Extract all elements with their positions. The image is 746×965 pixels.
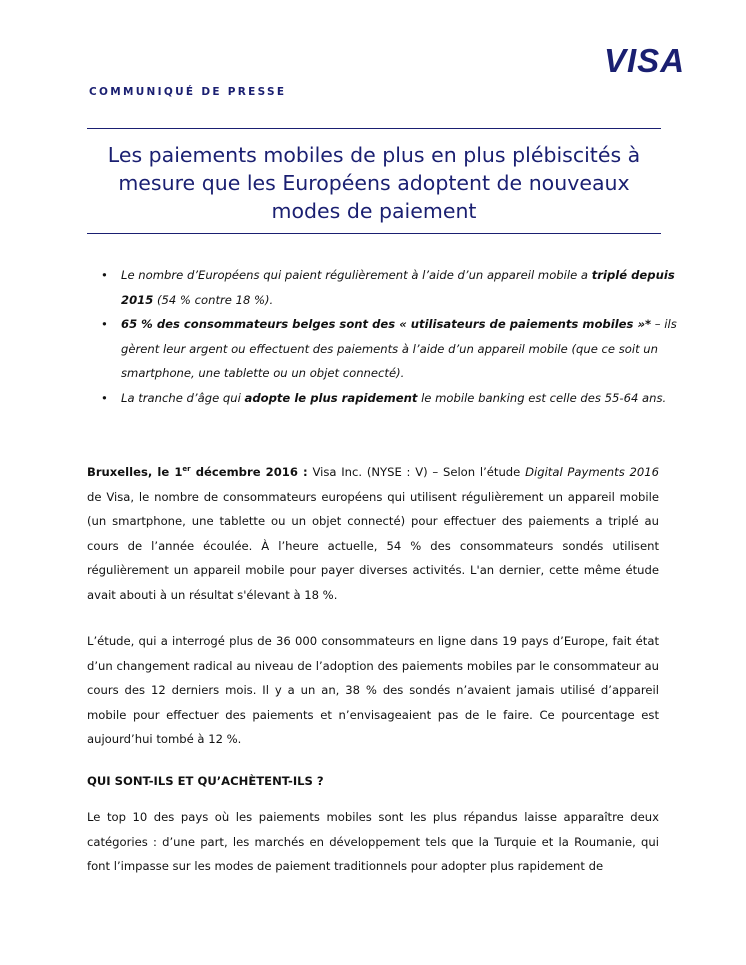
list-item: • Le nombre d’Européens qui paient régulièrement à l’aide d’un appareil mobile a triplé depuis 2015 (54 % contre 18 %). [121, 263, 696, 312]
study-name: Digital Payments 2016 [525, 465, 659, 479]
headline-bottom-rule [87, 233, 661, 234]
title-line-3: modes de paiement [271, 199, 477, 223]
paragraph-study: L’étude, qui a interrogé plus de 36 000 consommateurs en ligne dans 19 pays d’Europe, fait état d’un changement radical au niveau de l’adoption des paiements mobiles par le consommateur au cours des 12 derniers mois. Il y a un an, 38 % des sondés n’avaient jamais utilisé d’appareil mobile pour effectuer des paiements et n’envisageaient pas de le faire. Ce pourcentage est aujourd’hui tombé à 12 %. [87, 634, 659, 746]
title-line-2: mesure que les Européens adoptent de nouveaux [118, 171, 630, 195]
key-points-list [87, 263, 696, 410]
list-item: • La tranche d’âge qui adopte le plus rapidement le mobile banking est celle des 55-64 ans. [121, 386, 696, 411]
section-label: COMMUNIQUÉ DE PRESSE [89, 86, 287, 98]
title-line-1: Les paiements mobiles de plus en plus plébiscités à [107, 143, 641, 167]
list-item: • 65 % des consommateurs belges sont des « utilisateurs de paiements mobiles »* – ils gèrent leur argent ou effectuent des paiements à l’aide d’un appareil mobile (que ce soit un smartphone, une tablette ou un objet connecté). [121, 312, 696, 386]
page-title [87, 141, 661, 225]
visa-logo: VISA [604, 42, 686, 79]
bullet-icon: • [101, 390, 108, 405]
headline-top-rule [87, 128, 661, 129]
paragraph-intro: Bruxelles, le 1er décembre 2016 : Visa Inc. (NYSE : V) – Selon l’étude Digital Payments 2016 de Visa, le nombre de consommateurs européens qui utilisent régulièrement un appareil mobile (un smartphone, une tablette ou un objet connecté) pour effectuer des paiements a triplé au cours de l’année écoulée. À l’heure actuelle, 54 % des consommateurs sondés utilisent régulièrement un appareil mobile pour payer diverses activités. L'an dernier, cette même étude avait abouti à un résultat s'élevant à 18 %. [87, 465, 659, 602]
bullet-icon: • [101, 317, 108, 331]
dateline: Bruxelles, le 1er décembre 2016 : [87, 465, 308, 479]
paragraph-top10: Le top 10 des pays où les paiements mobiles sont les plus répandus laisse apparaître deux catégories : d’une part, les marchés en développement tels que la Turquie et la Roumanie, qui font l’impasse sur les modes de paiement traditionnels pour adopter plus rapidement de [87, 810, 659, 873]
bullet-icon: • [101, 268, 108, 282]
section-heading: QUI SONT-ILS ET QU’ACHÈTENT-ILS ? [87, 774, 324, 788]
